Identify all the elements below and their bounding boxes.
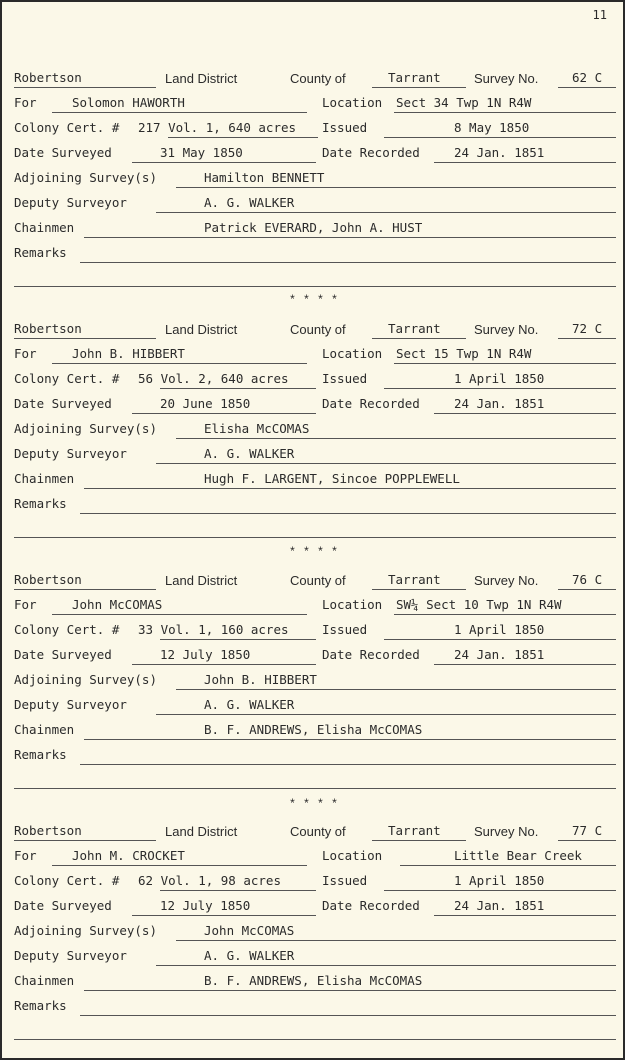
chainmen-row [14, 218, 616, 238]
district-row [14, 570, 616, 590]
date-surveyed-value: 31 May 1850 [160, 145, 243, 160]
adjoining-label: Adjoining Survey(s) [14, 923, 157, 938]
date-row [14, 896, 616, 916]
county-of-label: County of [290, 322, 346, 337]
date-recorded-value: 24 Jan. 1851 [454, 647, 545, 662]
deputy-label: Deputy Surveyor [14, 948, 127, 963]
survey-no-label: Survey No. [474, 573, 539, 588]
chainmen-value: B. F. ANDREWS, Elisha McCOMAS [204, 973, 423, 988]
date-surveyed-value: 12 July 1850 [160, 898, 251, 913]
chainmen-row [14, 469, 616, 489]
chainmen-value: Hugh F. LARGENT, Sincoe POPPLEWELL [204, 471, 460, 486]
chainmen-label: Chainmen [14, 471, 75, 486]
for-row [14, 846, 616, 866]
county-of-label: County of [290, 573, 346, 588]
chainmen-value: B. F. ANDREWS, Elisha McCOMAS [204, 722, 423, 737]
location-label: Location [322, 95, 383, 110]
land-district-label: Land District [165, 71, 238, 86]
survey-no-value: 62 C [572, 70, 603, 85]
location-value: Little Bear Creek [454, 848, 582, 863]
deputy-row [14, 193, 616, 213]
for-value: Solomon HAWORTH [72, 95, 185, 110]
remarks-label: Remarks [14, 998, 67, 1013]
remarks-row [14, 745, 616, 765]
survey-no-value: 76 C [572, 572, 603, 587]
for-label: For [14, 848, 37, 863]
for-row [14, 595, 616, 615]
issued-label: Issued [322, 371, 368, 386]
for-label: For [14, 597, 37, 612]
land-district-label: Land District [165, 322, 238, 337]
date-surveyed-label: Date Surveyed [14, 647, 112, 662]
page-number: 11 [592, 8, 607, 22]
date-surveyed-label: Date Surveyed [14, 898, 112, 913]
deputy-label: Deputy Surveyor [14, 446, 127, 461]
for-label: For [14, 346, 37, 361]
colony-cert-row [14, 369, 616, 389]
record-separator: * * * * [290, 796, 340, 810]
adjoining-row [14, 921, 616, 941]
district-row [14, 821, 616, 841]
issued-label: Issued [322, 120, 368, 135]
location-value: SW¼ Sect 10 Twp 1N R4W [396, 597, 562, 612]
deputy-row [14, 444, 616, 464]
chainmen-label: Chainmen [14, 973, 75, 988]
colony-cert-row [14, 118, 616, 138]
district-value: Robertson [14, 572, 82, 587]
adjoining-row [14, 670, 616, 690]
for-value: John M. CROCKET [72, 848, 185, 863]
date-recorded-label: Date Recorded [322, 898, 420, 913]
adjoining-label: Adjoining Survey(s) [14, 170, 157, 185]
adjoining-label: Adjoining Survey(s) [14, 672, 157, 687]
for-row [14, 93, 616, 113]
survey-no-label: Survey No. [474, 71, 539, 86]
district-value: Robertson [14, 823, 82, 838]
district-row [14, 319, 616, 339]
district-value: Robertson [14, 70, 82, 85]
date-surveyed-value: 12 July 1850 [160, 647, 251, 662]
remarks-row [14, 996, 616, 1016]
date-recorded-value: 24 Jan. 1851 [454, 898, 545, 913]
adjoining-value: John McCOMAS [204, 923, 295, 938]
date-surveyed-label: Date Surveyed [14, 396, 112, 411]
county-value: Tarrant [388, 572, 441, 587]
colony-cert-row [14, 620, 616, 640]
for-row [14, 344, 616, 364]
land-district-label: Land District [165, 573, 238, 588]
deputy-label: Deputy Surveyor [14, 697, 127, 712]
colony-cert-label: Colony Cert. # [14, 120, 120, 135]
for-value: John McCOMAS [72, 597, 163, 612]
colony-cert-label: Colony Cert. # [14, 873, 120, 888]
survey-no-value: 72 C [572, 321, 603, 336]
survey-no-value: 77 C [572, 823, 603, 838]
adjoining-row [14, 168, 616, 188]
record-separator: * * * * [290, 544, 340, 558]
date-row [14, 394, 616, 414]
issued-label: Issued [322, 873, 368, 888]
remarks-row [14, 243, 616, 263]
county-value: Tarrant [388, 321, 441, 336]
survey-no-label: Survey No. [474, 824, 539, 839]
county-value: Tarrant [388, 823, 441, 838]
chainmen-row [14, 720, 616, 740]
deputy-value: A. G. WALKER [204, 697, 295, 712]
for-value: John B. HIBBERT [72, 346, 185, 361]
chainmen-label: Chainmen [14, 220, 75, 235]
colony-cert-value: 56 Vol. 2, 640 acres [138, 371, 289, 386]
adjoining-row [14, 419, 616, 439]
chainmen-value: Patrick EVERARD, John A. HUST [204, 220, 423, 235]
date-row [14, 645, 616, 665]
deputy-value: A. G. WALKER [204, 948, 295, 963]
land-district-label: Land District [165, 824, 238, 839]
adjoining-value: Hamilton BENNETT [204, 170, 325, 185]
remarks-row [14, 494, 616, 514]
colony-cert-value: 62 Vol. 1, 98 acres [138, 873, 281, 888]
adjoining-value: John B. HIBBERT [204, 672, 317, 687]
county-value: Tarrant [388, 70, 441, 85]
chainmen-row [14, 971, 616, 991]
deputy-label: Deputy Surveyor [14, 195, 127, 210]
issued-value: 8 May 1850 [454, 120, 530, 135]
remarks-label: Remarks [14, 496, 67, 511]
colony-cert-row [14, 871, 616, 891]
district-row [14, 68, 616, 88]
chainmen-label: Chainmen [14, 722, 75, 737]
location-label: Location [322, 848, 383, 863]
issued-value: 1 April 1850 [454, 873, 545, 888]
date-surveyed-value: 20 June 1850 [160, 396, 251, 411]
remarks-label: Remarks [14, 245, 67, 260]
date-recorded-label: Date Recorded [322, 647, 420, 662]
issued-value: 1 April 1850 [454, 622, 545, 637]
date-recorded-label: Date Recorded [322, 145, 420, 160]
location-value: Sect 34 Twp 1N R4W [396, 95, 532, 110]
remarks-label: Remarks [14, 747, 67, 762]
colony-cert-label: Colony Cert. # [14, 622, 120, 637]
location-value: Sect 15 Twp 1N R4W [396, 346, 532, 361]
issued-value: 1 April 1850 [454, 371, 545, 386]
date-recorded-label: Date Recorded [322, 396, 420, 411]
deputy-value: A. G. WALKER [204, 195, 295, 210]
colony-cert-value: 217 Vol. 1, 640 acres [138, 120, 297, 135]
location-label: Location [322, 597, 383, 612]
deputy-value: A. G. WALKER [204, 446, 295, 461]
deputy-row [14, 695, 616, 715]
date-recorded-value: 24 Jan. 1851 [454, 396, 545, 411]
colony-cert-label: Colony Cert. # [14, 371, 120, 386]
date-recorded-value: 24 Jan. 1851 [454, 145, 545, 160]
date-row [14, 143, 616, 163]
deputy-row [14, 946, 616, 966]
adjoining-value: Elisha McCOMAS [204, 421, 310, 436]
for-label: For [14, 95, 37, 110]
county-of-label: County of [290, 71, 346, 86]
district-value: Robertson [14, 321, 82, 336]
location-label: Location [322, 346, 383, 361]
survey-no-label: Survey No. [474, 322, 539, 337]
colony-cert-value: 33 Vol. 1, 160 acres [138, 622, 289, 637]
issued-label: Issued [322, 622, 368, 637]
date-surveyed-label: Date Surveyed [14, 145, 112, 160]
record-separator: * * * * [290, 292, 340, 306]
county-of-label: County of [290, 824, 346, 839]
adjoining-label: Adjoining Survey(s) [14, 421, 157, 436]
